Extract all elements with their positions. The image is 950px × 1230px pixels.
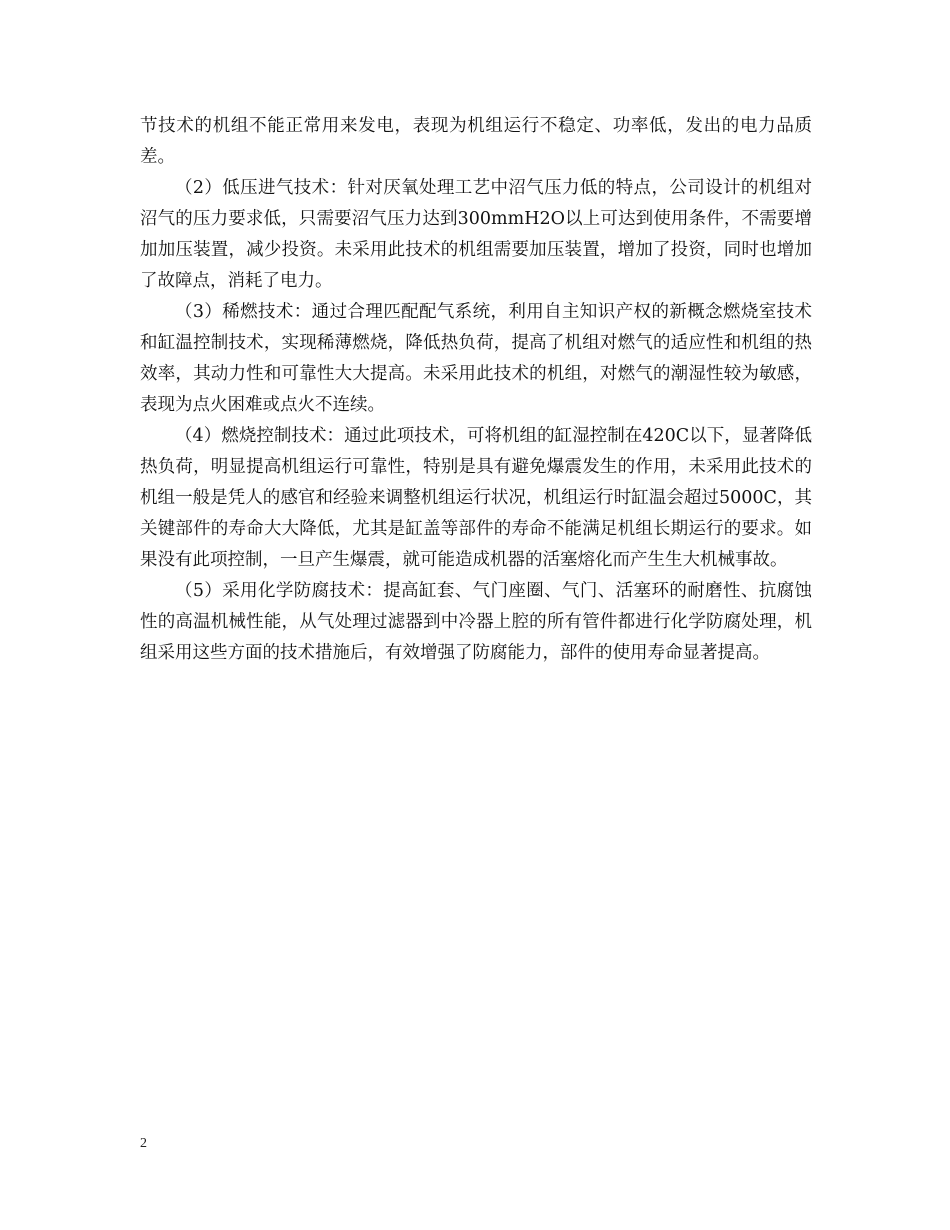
document-body <box>140 111 812 669</box>
paragraph-chemical-anticorrosion: （5）采用化学防腐技术：提高缸套、气门座圈、气门、活塞环的耐磨性、抗腐蚀性的高温机械性能，从气处理过滤器到中冷器上腔的所有管件都进行化学防腐处理，机组采用这些方面的技术措施后，有效增强了防腐能力，部件的使用寿命显著提高。 <box>140 581 812 663</box>
paragraph-combustion-control: （4）燃烧控制技术：通过此项技术，可将机组的缸湿控制在420C以下，显著降低热负荷，明显提高机组运行可靠性，特别是具有避免爆震发生的作用，未采用此技术的机组一般是凭人的感官和经验来调整机组运行状况，机组运行时缸温会超过5000C，其关键部件的寿命大大降低，尤其是缸盖等部件的寿命不能满足机组长期运行的要求。如果没有此项控制，一旦产生爆震，就可能造成机器的活塞熔化而产生生大机械事故。 <box>140 426 812 570</box>
paragraph-continuation: 节技术的机组不能正常用来发电，表现为机组运行不稳定、功率低，发出的电力品质差。 <box>140 116 812 167</box>
paragraph-lean-burn: （3）稀燃技术：通过合理匹配配气系统，利用自主知识产权的新概念燃烧室技术和缸温控制技术，实现稀薄燃烧，降低热负荷，提高了机组对燃气的适应性和机组的热效率，其动力性和可靠性大大提高。未采用此技术的机组，对燃气的潮湿性较为敏感，表现为点火困难或点火不连续。 <box>140 302 812 415</box>
page-number: 2 <box>140 1136 147 1151</box>
paragraph-low-pressure-intake: （2）低压进气技术：针对厌氧处理工艺中沼气压力低的特点，公司设计的机组对沼气的压力要求低，只需要沼气压力达到300mmH2O以上可达到使用条件，不需要增加加压装置，减少投资。未采用此技术的机组需要加压装置，增加了投资，同时也增加了故障点，消耗了电力。 <box>140 178 812 291</box>
